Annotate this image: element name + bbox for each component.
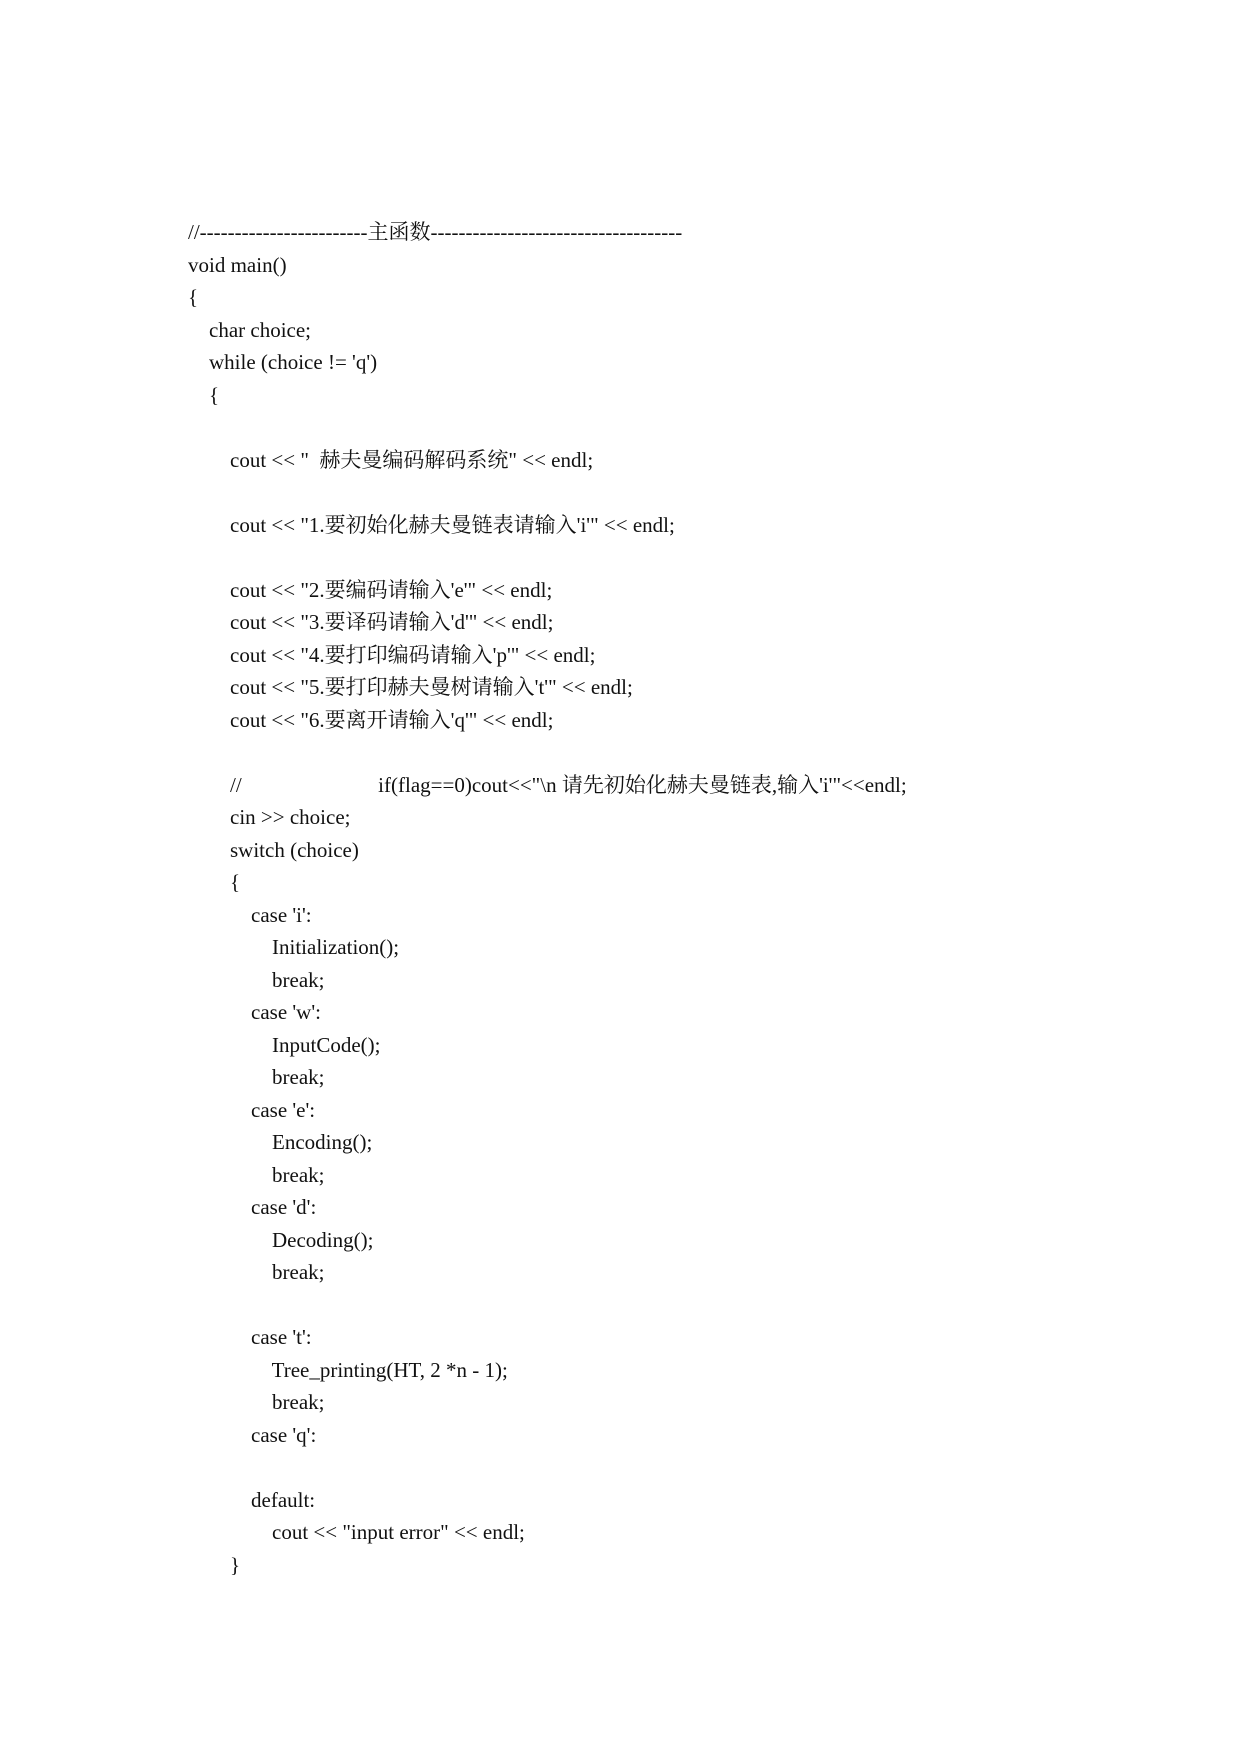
code-line: cout << "3.要译码请输入'd'" << endl; [188, 610, 554, 634]
code-block [188, 216, 1188, 1581]
code-line: { [188, 285, 199, 309]
code-line: default: [188, 1487, 316, 1512]
code-line: break; [188, 1260, 325, 1284]
code-line: //------------------------主函数------------------------------------ [188, 220, 683, 244]
code-line: case 't': [188, 1325, 312, 1349]
code-line: } [188, 1552, 241, 1577]
code-line: break; [188, 1065, 325, 1089]
code-line [188, 411, 1188, 444]
code-line: case 'q': [188, 1422, 317, 1447]
code-line: while (choice != 'q') [188, 350, 378, 374]
code-line: cout << "2.要编码请输入'e'" << endl; [188, 577, 553, 602]
code-line: cout << "1.要初始化赫夫曼链表请输入'i'" << endl; [188, 512, 675, 537]
code-line: InputCode(); [188, 1032, 381, 1057]
code-line: Initialization(); [188, 935, 400, 959]
code-line: { [188, 382, 220, 407]
code-line [188, 736, 1188, 769]
code-line: Decoding(); [188, 1227, 374, 1252]
code-line: cout << "input error" << endl; [188, 1520, 525, 1544]
code-line: cout << "4.要打印编码请输入'p'" << endl; [188, 642, 596, 667]
code-line [188, 541, 1188, 574]
code-line: case 'e': [188, 1097, 316, 1122]
code-line: cout << "5.要打印赫夫曼树请输入't'" << endl; [188, 675, 633, 699]
code-line: Tree_printing(HT, 2 *n - 1); [188, 1357, 508, 1382]
code-line [188, 1451, 1188, 1484]
code-line: switch (choice) [188, 837, 359, 862]
code-line: // if(flag==0)cout<<"\n 请先初始化赫夫曼链表,输入'i'"<<endl; [188, 772, 907, 797]
code-line [188, 1289, 1188, 1322]
code-line: cin >> choice; [188, 805, 351, 829]
code-line: Encoding(); [188, 1130, 373, 1154]
code-line: break; [188, 1390, 325, 1414]
code-line: cout << " 赫夫曼编码解码系统" << endl; [188, 447, 594, 472]
code-line: break; [188, 967, 325, 992]
code-line: break; [188, 1162, 325, 1187]
code-line: void main() [188, 252, 287, 277]
code-line: char choice; [188, 317, 312, 342]
code-line: { [188, 870, 241, 894]
code-line: case 'i': [188, 902, 312, 927]
code-line: case 'w': [188, 1000, 321, 1024]
code-line [188, 476, 1188, 509]
code-line: case 'd': [188, 1195, 317, 1219]
code-line: cout << "6.要离开请输入'q'" << endl; [188, 707, 554, 732]
